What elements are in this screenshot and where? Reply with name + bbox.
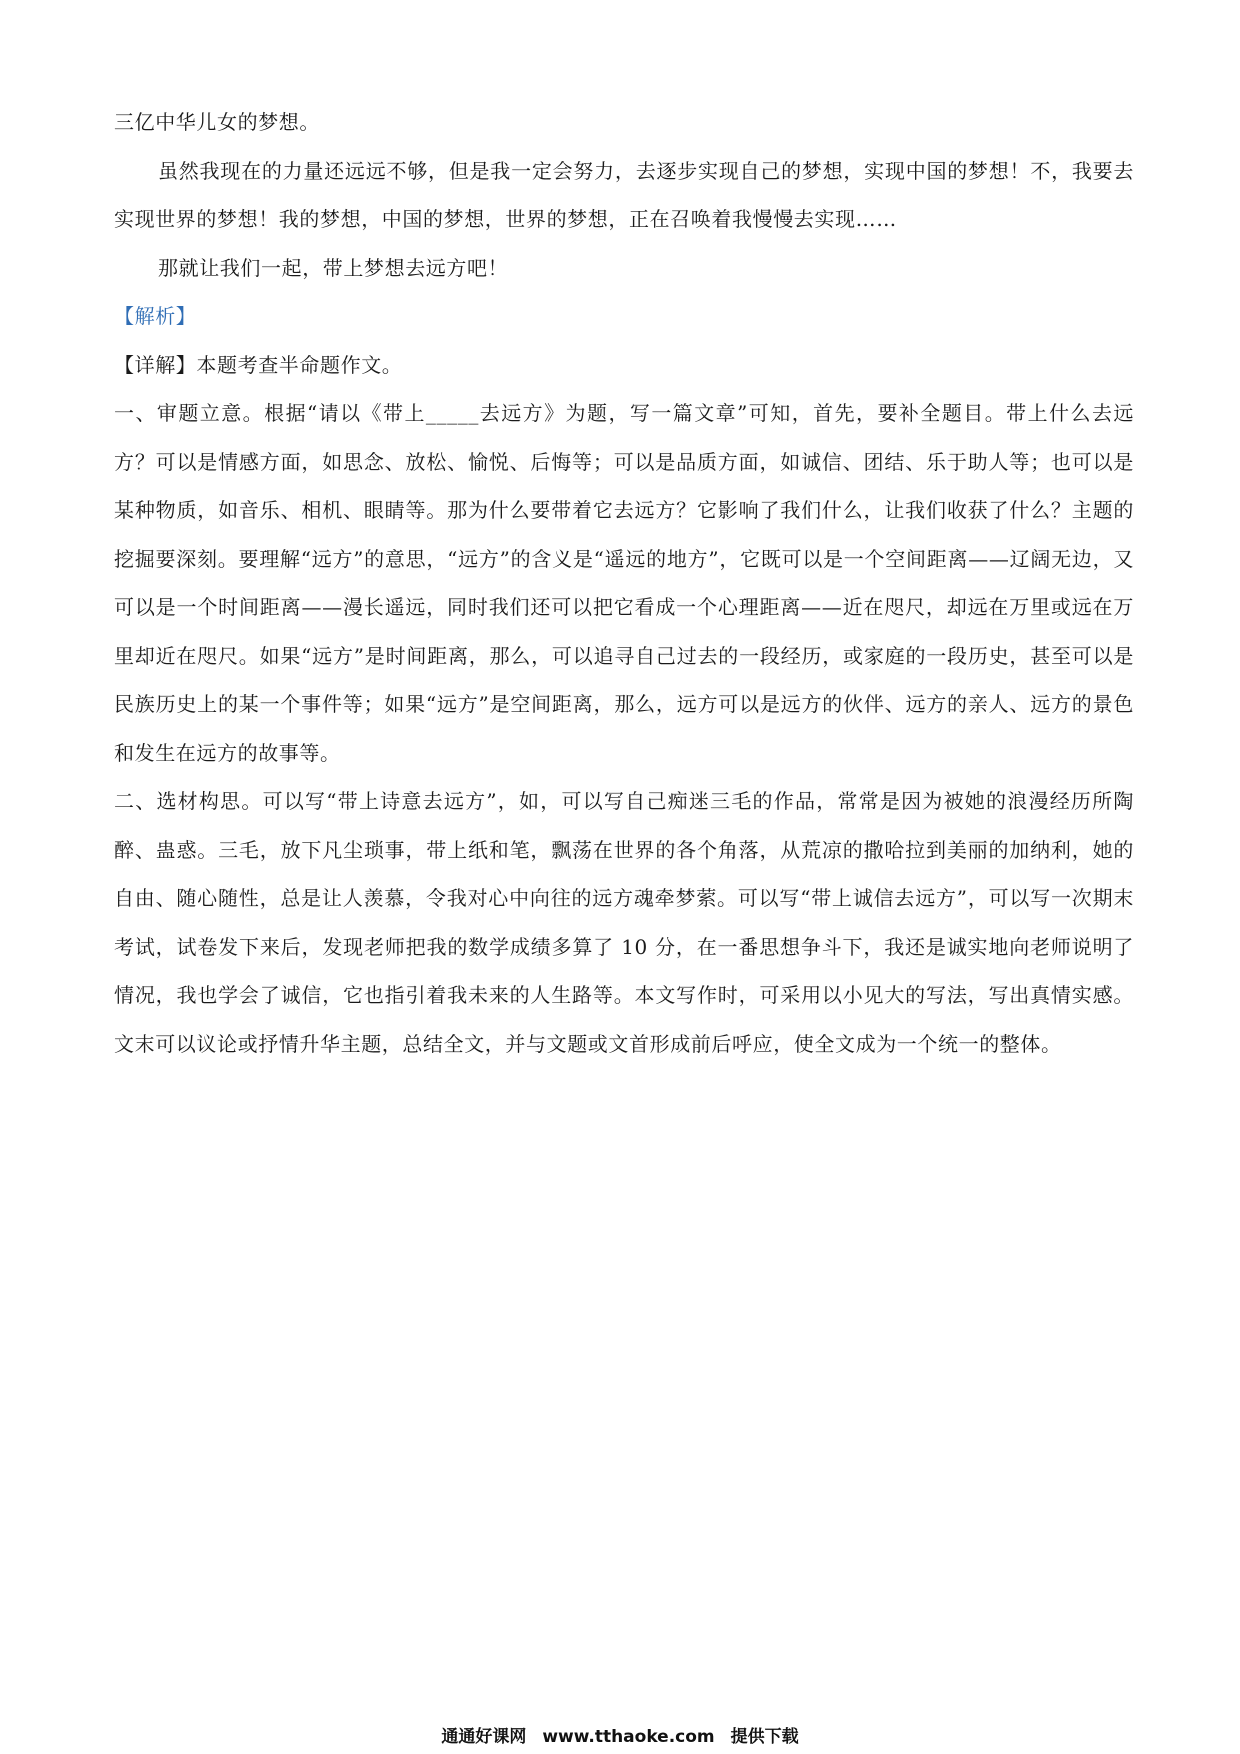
paragraph-dream: 虽然我现在的力量还远远不够，但是我一定会努力，去逐步实现自己的梦想，实现中国的梦想！不，我要去实现世界的梦想！我的梦想，中国的梦想，世界的梦想，正在召唤着我慢慢去实现…… [114, 158, 1134, 231]
footer-tagline: 提供下载 [730, 1727, 799, 1747]
paragraph-continuation: 三亿中华儿女的梦想。 [114, 110, 320, 134]
analysis-label: 【解析】 [114, 304, 197, 328]
document-body [114, 98, 1134, 1068]
detail-heading: 【详解】本题考查半命题作文。 [114, 352, 403, 377]
section-material-selection: 二、选材构思。可以写“带上诗意去远方”，如，可以写自己痴迷三毛的作品，常常是因为被她的浪漫经历所陶醉、蛊惑。三毛，放下凡尘琐事，带上纸和笔，飘荡在世界的各个角落，从荒凉的撒哈拉到美丽的加纳利，她的自由、随心随性，总是让人羡慕，令我对心中向往的远方魂牵梦萦。可以写“带上诚信去远方”，可以写一次期末考试，试卷发下来后，发现老师把我的数学成绩多算了 10 分，在一番思想争斗下，我还是诚实地向老师说明了情况，我也学会了诚信，它也指引着我未来的人生路等。本文写作时，可采用以小见大的写法，写出真情实感。文末可以议论或抒情升华主题，总结全文，并与文题或文首形成前后呼应，使全文成为一个统一的整体。 [114, 789, 1134, 1056]
footer-site-url[interactable]: www.tthaoke.com [542, 1727, 715, 1747]
section-topic-analysis: 一、审题立意。根据“请以《带上_____去远方》为题，写一篇文章”可知，首先，要补全题目。带上什么去远方？可以是情感方面，如思念、放松、愉悦、后悔等；可以是品质方面，如诚信、团结、乐于助人等；也可以是某种物质，如音乐、相机、眼睛等。那为什么要带着它去远方？它影响了我们什么，让我们收获了什么？主题的挖掘要深刻。要理解“远方”的意思，“远方”的含义是“遥远的地方”，它既可以是一个空间距离——辽阔无边，又可以是一个时间距离——漫长遥远，同时我们还可以把它看成一个心理距离——近在咫尺，却远在万里或远在万里却近在咫尺。如果“远方”是时间距离，那么，可以追寻自己过去的一段经历，或家庭的一段历史，甚至可以是民族历史上的某一个事件等；如果“远方”是空间距离，那么，远方可以是远方的伙伴、远方的亲人、远方的景色和发生在远方的故事等。 [114, 401, 1134, 765]
page-footer [0, 1722, 1240, 1747]
paragraph-closing: 那就让我们一起，带上梦想去远方吧！ [158, 255, 509, 280]
footer-site-name: 通通好课网 [441, 1727, 527, 1747]
